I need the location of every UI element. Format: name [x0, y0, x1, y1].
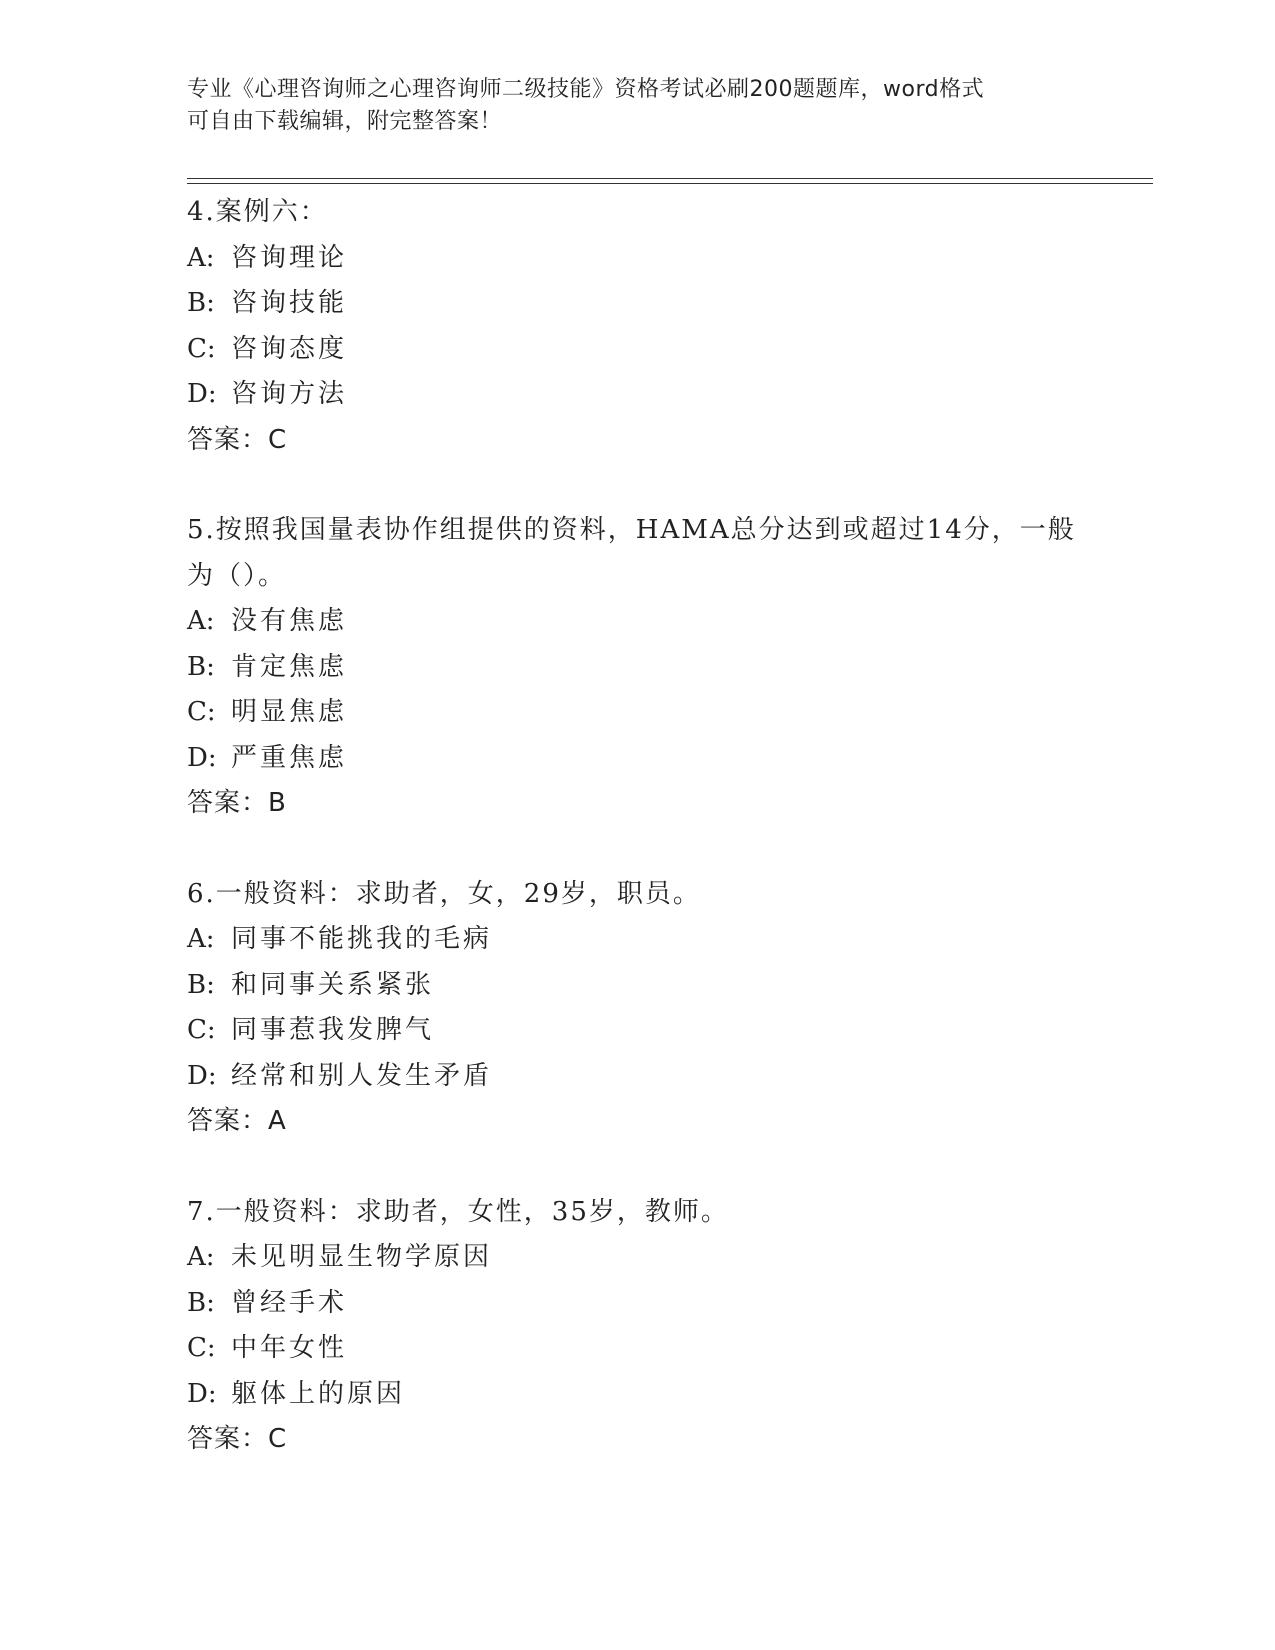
question-item: [187, 190, 1087, 463]
option-text: 咨询技能: [231, 288, 348, 318]
option-letter: B:: [187, 969, 215, 1000]
question-stem: 5.按照我国量表协作组提供的资料，HAMA总分达到或超过14分，一般为（）。: [187, 515, 1076, 591]
option-text: 经常和别人发生矛盾: [231, 1060, 493, 1091]
option-text: 严重焦虑: [231, 742, 348, 773]
option-text: 中年女性: [231, 1333, 348, 1363]
header-divider-top: [187, 178, 1153, 179]
option-d: [187, 372, 1087, 418]
question-list: [187, 190, 1087, 1508]
option-text: 未见明显生物学原因: [231, 1242, 493, 1272]
option-letter: C:: [187, 1333, 216, 1363]
option-b: [187, 1281, 1087, 1327]
option-letter: C:: [187, 1015, 216, 1045]
option-letter: D:: [187, 742, 217, 773]
option-d: [187, 736, 1087, 782]
option-text: 肯定焦虑: [231, 651, 348, 682]
option-c: [187, 690, 1087, 736]
option-a: [187, 917, 1087, 963]
option-letter: D:: [187, 1378, 217, 1409]
option-letter: A:: [187, 242, 215, 273]
header-divider-bottom: [187, 183, 1153, 184]
option-text: 同事惹我发脾气: [231, 1015, 435, 1045]
option-a: [187, 599, 1087, 645]
header-line-2: 可自由下载编辑，附完整答案！: [187, 109, 503, 134]
option-text: 咨询理论: [231, 242, 348, 273]
option-d: [187, 1054, 1087, 1100]
question-stem: 7.一般资料：求助者，女性，35岁，教师。: [187, 1196, 729, 1227]
option-text: 躯体上的原因: [231, 1378, 406, 1409]
answer-value: A: [268, 1106, 286, 1136]
answer-line: [187, 1099, 1087, 1145]
answer-value: C: [268, 424, 287, 455]
option-text: 和同事关系紧张: [231, 969, 435, 1000]
option-letter: A:: [187, 606, 215, 636]
answer-label: 答案：: [187, 424, 269, 455]
option-text: 曾经手术: [231, 1287, 348, 1318]
option-text: 明显焦虑: [231, 697, 348, 727]
option-letter: A:: [187, 924, 215, 954]
question-item: [187, 508, 1087, 827]
question-stem: 6.一般资料：求助者，女，29岁，职员。: [187, 878, 701, 909]
option-c: [187, 327, 1087, 373]
option-text: 咨询态度: [231, 333, 348, 364]
option-letter: B:: [187, 288, 215, 318]
answer-line: [187, 1417, 1087, 1463]
document-header: [187, 74, 1087, 138]
option-letter: D:: [187, 1060, 217, 1091]
question-item: [187, 1190, 1087, 1463]
option-b: [187, 963, 1087, 1009]
option-letter: A:: [187, 1242, 215, 1272]
option-letter: C:: [187, 333, 216, 364]
option-letter: D:: [187, 379, 217, 409]
answer-value: C: [268, 1424, 287, 1454]
answer-label: 答案：: [187, 788, 269, 818]
option-text: 咨询方法: [231, 379, 348, 409]
header-line-1: 专业《心理咨询师之心理咨询师二级技能》资格考试必刷200题题库，word格式: [187, 77, 985, 102]
answer-line: [187, 781, 1087, 827]
option-d: [187, 1372, 1087, 1418]
option-text: 同事不能挑我的毛病: [231, 924, 493, 954]
answer-label: 答案：: [187, 1106, 269, 1136]
answer-line: [187, 418, 1087, 464]
option-letter: C:: [187, 697, 216, 727]
option-b: [187, 645, 1087, 691]
option-a: [187, 1235, 1087, 1281]
question-item: [187, 872, 1087, 1145]
option-letter: B:: [187, 651, 215, 682]
option-text: 没有焦虑: [231, 606, 348, 636]
answer-value: B: [268, 788, 286, 818]
option-a: [187, 236, 1087, 282]
answer-label: 答案：: [187, 1424, 269, 1454]
option-c: [187, 1326, 1087, 1372]
option-b: [187, 281, 1087, 327]
option-c: [187, 1008, 1087, 1054]
option-letter: B:: [187, 1287, 215, 1318]
question-stem: 4.案例六：: [187, 197, 328, 227]
